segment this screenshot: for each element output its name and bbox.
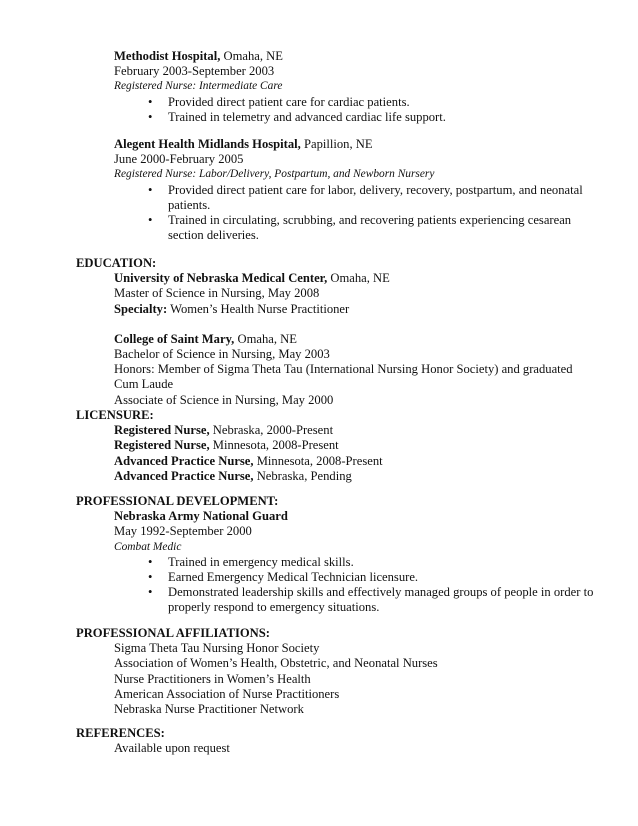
bullet-text-line: Trained in circulating, scrubbing, and recovering patients experiencing cesarean [168,213,572,228]
employer-name: Methodist Hospital, [114,49,221,63]
specialty-value: Women’s Health Nurse Practitioner [167,301,350,316]
honors-line: Honors: Member of Sigma Theta Tau (International Nursing Honor Society) and graduated [114,362,573,377]
affiliation-item: Nurse Practitioners in Women’s Health [114,671,311,686]
degree: Bachelor of Science in Nursing, May 2003 [114,347,330,362]
bullet-text: Provided direct patient care for cardiac patients. [168,94,410,109]
service-dates: May 1992-September 2000 [114,524,252,539]
job-dates: February 2003-September 2003 [114,64,275,79]
job-role: Registered Nurse: Intermediate Care [114,80,283,93]
affiliation-item: Sigma Theta Tau Nursing Honor Society [114,641,320,656]
bullet-text-line: patients. [168,197,211,212]
bullet-item [148,213,596,243]
school-unmc [76,271,596,317]
affiliations-section [76,626,596,717]
license-title: Advanced Practice Nurse, [114,453,254,468]
bullet-icon: • [148,554,153,569]
job-dates: June 2000-February 2005 [114,152,244,167]
education-section [76,256,596,408]
bullet-item [148,95,596,110]
affiliations-heading: PROFESSIONAL AFFILIATIONS: [76,626,270,640]
bullet-icon: • [148,570,153,585]
school-name: College of Saint Mary, [114,331,235,346]
affiliation-list [76,641,596,717]
bullet-icon: • [148,585,153,600]
experience-continued-2 [76,137,596,243]
development-entry [76,509,596,615]
license-detail: Nebraska, Pending [253,468,352,483]
licensure-section [76,408,596,484]
bullet-icon: • [148,182,153,197]
bullet-text: Trained in emergency medical skills. [168,554,354,569]
degree: Master of Science in Nursing, May 2008 [114,286,320,301]
bullet-item [148,555,596,570]
bullet-item [148,183,596,213]
honors-line-continued: Cum Laude [114,377,174,392]
job-employer-line [114,49,596,64]
school-location: Omaha, NE [327,271,390,286]
development-bullets [114,555,596,616]
license-title: Registered Nurse, [114,438,210,453]
associate-degree: Associate of Science in Nursing, May 2000 [114,392,334,407]
school-location: Omaha, NE [234,331,297,346]
bullet-text-line: properly respond to emergency situations. [168,600,380,615]
license-item [114,423,596,438]
bullet-text-line: Demonstrated leadership skills and effectively managed groups of people in order to [168,585,594,600]
bullet-text: Earned Emergency Medical Technician licensure. [168,570,419,585]
affiliation-item: Nebraska Nurse Practitioner Network [114,702,304,717]
experience-continued [76,49,596,125]
bullet-text: Trained in telemetry and advanced cardiac life support. [168,109,446,124]
bullet-item [148,110,596,125]
education-heading: EDUCATION: [76,256,157,270]
license-item [114,438,596,453]
bullet-item [148,570,596,585]
specialty-label: Specialty: [114,301,168,316]
school-csm [76,332,596,408]
service-role: Combat Medic [114,540,182,553]
organization-name: Nebraska Army National Guard [114,509,288,524]
bullet-text-line: Provided direct patient care for labor, delivery, recovery, postpartum, and neonatal [168,182,583,197]
license-list [76,423,596,484]
school-name-line [114,332,596,347]
specialty-line [114,302,596,317]
job-bullets [114,95,596,125]
bullet-icon: • [148,213,153,228]
bullet-icon: • [148,94,153,109]
job-bullets [114,183,596,244]
school-name-line [114,271,596,286]
license-item [114,469,596,484]
references-text: Available upon request [114,741,230,756]
bullet-item [148,585,596,615]
licensure-heading: LICENSURE: [76,408,154,422]
development-heading: PROFESSIONAL DEVELOPMENT: [76,494,279,508]
employer-name: Alegent Health Midlands Hospital, [114,137,301,151]
bullet-text-line: section deliveries. [168,228,259,243]
license-title: Registered Nurse, [114,423,210,438]
employer-location: Papillion, NE [300,137,373,151]
license-detail: Minnesota, 2008-Present [253,453,383,468]
affiliation-item: American Association of Nurse Practitioners [114,686,340,701]
employer-location: Omaha, NE [220,49,283,63]
job-employer-line [114,137,596,152]
job-methodist [76,49,596,125]
school-name: University of Nebraska Medical Center, [114,271,328,286]
references-heading: REFERENCES: [76,726,165,740]
license-item [114,454,596,469]
license-title: Advanced Practice Nurse, [114,468,254,483]
development-section [76,494,596,616]
references-section [76,726,596,756]
job-role: Registered Nurse: Labor/Delivery, Postpartum, and Newborn Nursery [114,168,435,181]
license-detail: Minnesota, 2008-Present [209,438,339,453]
job-alegent [76,137,596,243]
license-detail: Nebraska, 2000-Present [209,423,334,438]
bullet-icon: • [148,109,153,124]
affiliation-item: Association of Women’s Health, Obstetric, and Neonatal Nurses [114,656,438,671]
